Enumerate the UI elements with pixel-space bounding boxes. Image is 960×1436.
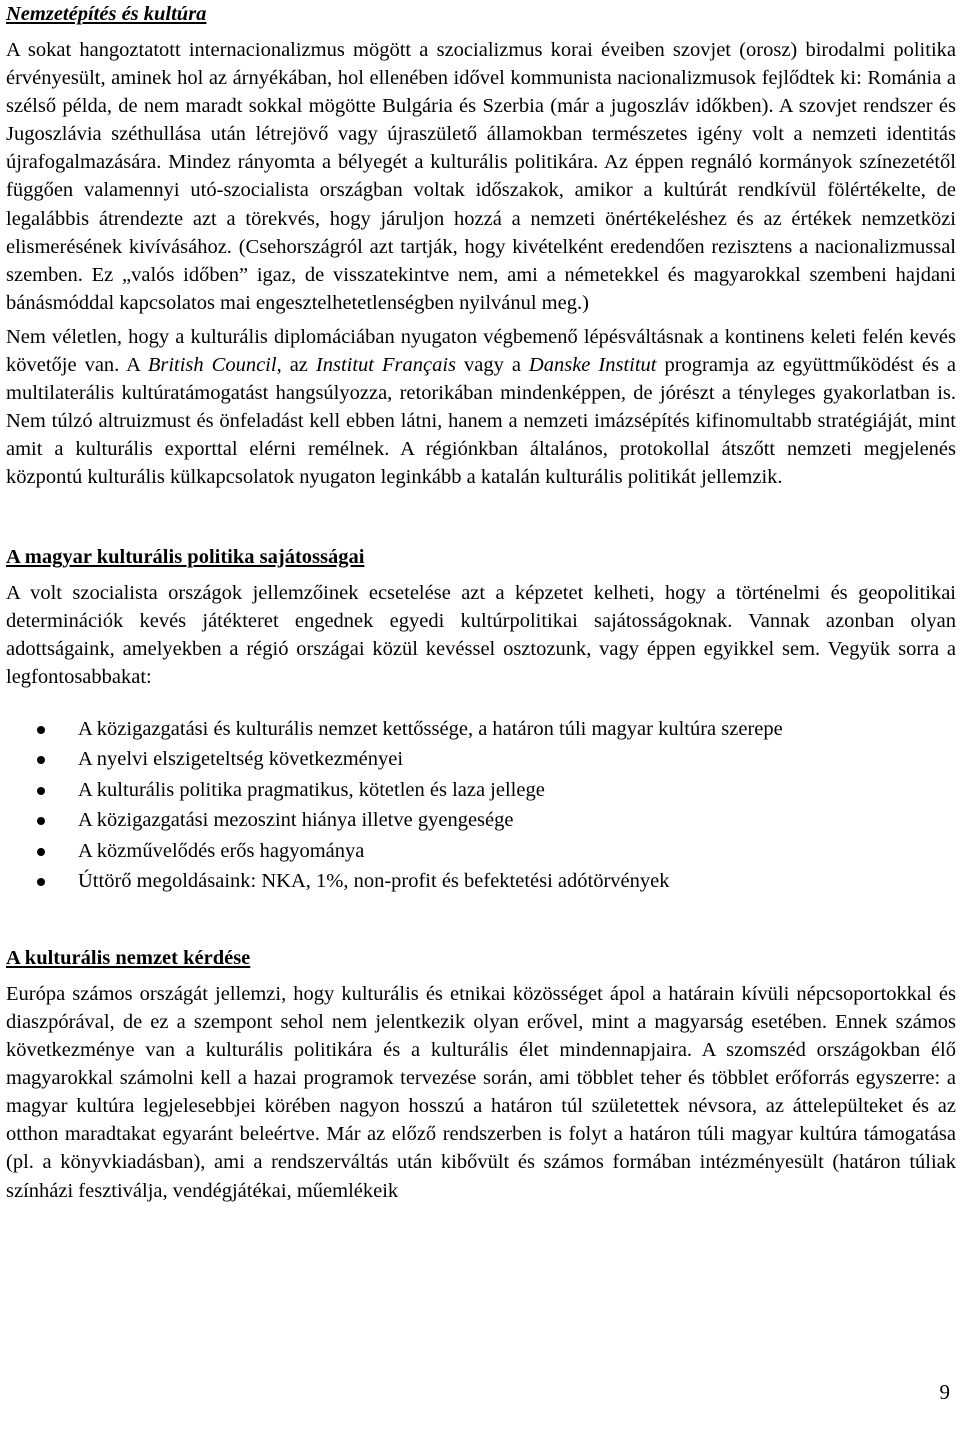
list-item [6,805,956,836]
bullet-icon [37,848,45,856]
list-item [6,866,956,897]
section-title-nemzetepites: Nemzetépítés és kultúra [6,3,207,25]
bullet-list [6,714,956,897]
paragraph-kulturalis-nemzet-1 [6,980,956,1205]
text-run: programja az együttműködést és a multilaterális kultúratámogatást hangsúlyozza, retorikában mindenképpen, de jórészt a tényleges gyakorlatban is. Nem túlzó altruizmust és önfeladást kell ebben látni, hanem a nemzeti imázsépítés kifinomultabb stratégiáját, mint amit a kulturális exporttal elérni remélnek. A régiónkban általános, protokollal átszőtt nemzeti megjelenés központú kulturális külkapcsolatok nyugaton leginkább a katalán kulturális politikát jellemzik. [6,354,957,489]
italic-run: British Council [147,354,277,377]
list-item-text: A kulturális politika pragmatikus, kötetlen és laza jellege [78,778,545,801]
bullet-icon [37,756,45,764]
text-run: vagy a [456,354,529,377]
list-item-text: Úttörő megoldásaink: NKA, 1%, non-profit és befektetési adótörvények [78,870,670,893]
list-item-text: A nyelvi elszigeteltség következményei [78,748,404,771]
text-run: A sokat hangoztatott internacionalizmus mögött a szocializmus korai éveiben szovjet (orosz) birodalmi politika érvényesült, aminek hol az árnyékában, hol ellenében idővel kommunista nacionalizmusok fejlődtek ki: Románia a szélső példa, de nem maradt sokkal mögötte Bulgária és Szerbia (már a jugoszláv időkben). A szovjet rendszer és Jugoszlávia széthullása után létrejövő vagy újraszülető államokban természetes igény volt a nemzeti identitás újrafogalmazására. Mindez rányomta a bélyegét a kulturális politikára. Az éppen regnáló kormányok színezetétől függően valamennyi utó-szocialista országban voltak időszakok, amikor a kultúrát rendkívül fölértékelte, de legalábbis átrendezte azt a törekvés, hogy járuljon hozzá a nemzeti önértékeléshez és az értékek nemzetközi elismerésének kivívásához. (Csehországról azt tartják, hogy kivételként eredendően rezisztens a nacionalizmussal szemben. Ez „valós időben” igaz, de visszatekintve nem, ami a németekkel és magyarokkal szembeni hajdani bánásmóddal kapcsolatos mai engesztelhetetlenségben nyilvánul meg.) [6,39,956,314]
list-item-text: A közigazgatási mezoszint hiánya illetve gyengesége [78,809,514,832]
list-item [6,775,956,806]
list-item [6,836,956,867]
text-run: Európa számos országát jellemzi, hogy kulturális és etnikai közösséget ápol a határain kívüli népcsoportokkal és diaszpórával, de ez a szempont sehol nem jelentkezik olyan erővel, mint a magyarság esetében. Ennek számos következménye van a kulturális politikára és a kulturális élet mindennapjaira. A szomszéd országokban élő magyarokkal számolni kell a hazai programok tervezése során, ami többlet teher és többlet erőforrás egyszerre: a magyar kultúra legjelesebbjei körében nagyon hosszú a határon túl születettek névsora, az áttelepülteket és az otthon maradtakat egyaránt beleértve. Már az előző rendszerben is folyt a határon túli magyar kultúra támogatása (pl. a könyvkiadásban), ami a rendszerváltás után kibővült és számos formában intézményesült (határon túliak színházi fesztiválja, vendégjátékai, műemlékeik [6,982,956,1202]
bullet-icon [37,817,45,825]
italic-run: Danske Institut [528,354,657,377]
paragraph-nemzetepites-2 [6,323,956,492]
list-item-text: A közigazgatási és kulturális nemzet kettőssége, a határon túli magyar kultúra szerepe [78,717,783,740]
list-item [6,744,956,775]
document-page [6,0,956,1205]
section-title-sajatossagok: A magyar kulturális politika sajátosságai [6,545,365,568]
bullet-icon [37,787,45,795]
text-run: Nem véletlen, hogy a kulturális diplomáciában nyugaton végbemenő lépésváltásnak a kontinens keleti felén kevés követője van. A [6,325,956,377]
list-item [6,714,956,745]
text-run: , az [276,354,316,377]
bullet-icon [37,726,45,734]
section-title-kulturalis-nemzet: A kulturális nemzet kérdése [6,946,251,969]
text-run: A volt szocialista országok jellemzőinek ecsetelése azt a képzetet kelheti, hogy a történelmi és geopolitikai determinációk kevés játékteret engednek egyedi kultúrpolitikai sajátosságoknak. Vannak azonban olyan adottságaink, amelyekben a régió országai közül kevéssel osztozunk, vagy éppen egyikkel sem. Vegyük sorra a legfontosabbakat: [6,581,956,688]
paragraph-nemzetepites-1 [6,36,956,317]
italic-run: Institut Français [315,354,456,377]
paragraph-sajatossagok-1 [6,579,956,691]
page-number: 9 [939,1380,950,1404]
list-item-text: A közművelődés erős hagyománya [78,839,365,862]
bullet-icon [37,878,45,886]
